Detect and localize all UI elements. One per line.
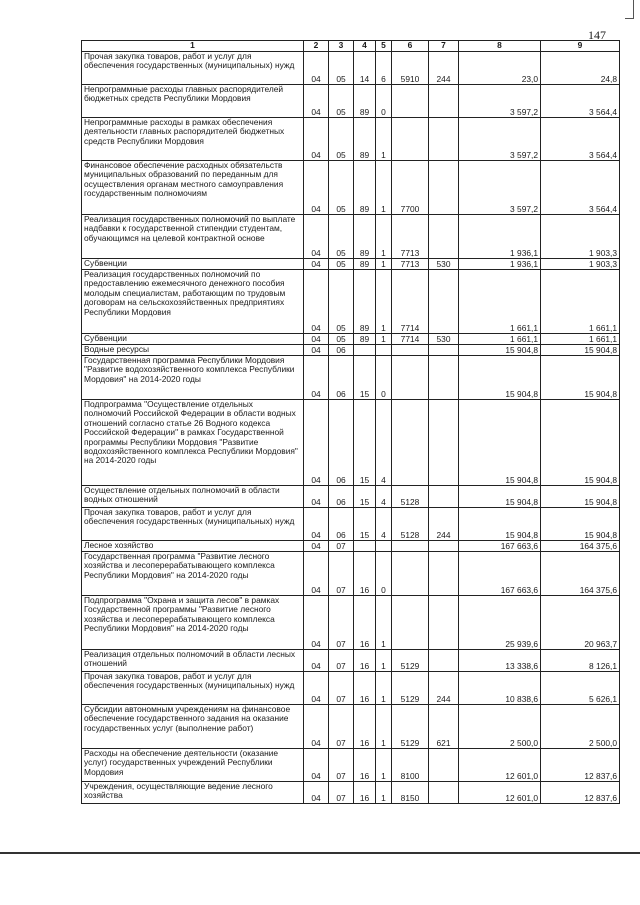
amount-2017-cell: 1 903,3 bbox=[541, 259, 620, 270]
amount-2017-cell: 12 837,6 bbox=[541, 749, 620, 782]
amount-2016-cell: 3 597,2 bbox=[459, 85, 541, 118]
amount-2017-cell: 15 904,8 bbox=[541, 345, 620, 356]
section-cell: 04 bbox=[304, 486, 329, 508]
amount-2016-cell: 25 939,6 bbox=[459, 596, 541, 650]
target-cell bbox=[392, 118, 429, 161]
section-cell: 04 bbox=[304, 356, 329, 400]
expense-type-cell bbox=[429, 541, 459, 552]
name-cell: Расходы на обеспечение деятельности (оказание услуг) государственных учреждений Республики Мордовия bbox=[82, 749, 304, 782]
header-cell: 2 bbox=[304, 41, 329, 52]
header-cell: 4 bbox=[354, 41, 376, 52]
table-row bbox=[82, 486, 620, 508]
subsection-cell: 05 bbox=[329, 215, 354, 259]
table-row bbox=[82, 705, 620, 749]
subprogram-cell: 1 bbox=[376, 782, 392, 804]
target-cell bbox=[392, 85, 429, 118]
target-cell: 8100 bbox=[392, 749, 429, 782]
amount-2016-cell: 10 838,6 bbox=[459, 672, 541, 705]
expense-type-cell: 244 bbox=[429, 508, 459, 541]
subprogram-cell: 4 bbox=[376, 508, 392, 541]
name-cell: Реализация государственных полномочий по выплате надбавки к государственной стипендии студентам, обучающимся на целевой контрактной основе bbox=[82, 215, 304, 259]
program-cell: 16 bbox=[354, 650, 376, 672]
expense-type-cell bbox=[429, 596, 459, 650]
amount-2016-cell: 13 338,6 bbox=[459, 650, 541, 672]
subprogram-cell: 4 bbox=[376, 400, 392, 486]
name-cell: Прочая закупка товаров, работ и услуг для обеспечения государственных (муниципальных) нужд bbox=[82, 52, 304, 85]
subprogram-cell: 0 bbox=[376, 85, 392, 118]
target-cell: 5129 bbox=[392, 672, 429, 705]
subsection-cell: 06 bbox=[329, 486, 354, 508]
section-cell: 04 bbox=[304, 215, 329, 259]
program-cell: 14 bbox=[354, 52, 376, 85]
program-cell: 89 bbox=[354, 85, 376, 118]
page-number: 147 bbox=[588, 28, 606, 42]
section-cell: 04 bbox=[304, 52, 329, 85]
table-row bbox=[82, 650, 620, 672]
header-cell: 9 bbox=[541, 41, 620, 52]
section-cell: 04 bbox=[304, 161, 329, 215]
expense-type-cell bbox=[429, 650, 459, 672]
amount-2016-cell: 3 597,2 bbox=[459, 118, 541, 161]
subsection-cell: 06 bbox=[329, 400, 354, 486]
amount-2016-cell: 12 601,0 bbox=[459, 782, 541, 804]
subprogram-cell: 4 bbox=[376, 486, 392, 508]
expense-type-cell: 530 bbox=[429, 259, 459, 270]
target-cell bbox=[392, 356, 429, 400]
table-body bbox=[82, 52, 620, 804]
subprogram-cell: 1 bbox=[376, 161, 392, 215]
amount-2016-cell: 1 936,1 bbox=[459, 215, 541, 259]
program-cell: 15 bbox=[354, 486, 376, 508]
amount-2017-cell: 2 500,0 bbox=[541, 705, 620, 749]
expense-type-cell: 244 bbox=[429, 52, 459, 85]
name-cell: Непрограммные расходы в рамках обеспечения деятельности главных распорядителей бюджетных средств Республики Мордовия bbox=[82, 118, 304, 161]
name-cell: Осуществление отдельных полномочий в области водных отношений bbox=[82, 486, 304, 508]
section-cell: 04 bbox=[304, 749, 329, 782]
amount-2016-cell: 1 936,1 bbox=[459, 259, 541, 270]
table-row bbox=[82, 345, 620, 356]
amount-2017-cell: 1 903,3 bbox=[541, 215, 620, 259]
amount-2017-cell: 8 126,1 bbox=[541, 650, 620, 672]
table-row bbox=[82, 161, 620, 215]
section-cell: 04 bbox=[304, 118, 329, 161]
subsection-cell: 07 bbox=[329, 782, 354, 804]
name-cell: Учреждения, осуществляющие ведение лесного хозяйства bbox=[82, 782, 304, 804]
amount-2016-cell: 3 597,2 bbox=[459, 161, 541, 215]
target-cell bbox=[392, 400, 429, 486]
subprogram-cell: 1 bbox=[376, 215, 392, 259]
name-cell: Государственная программа Республики Мордовия "Развитие водохозяйственного комплекса Республики Мордовия" на 2014-2020 годы bbox=[82, 356, 304, 400]
section-cell: 04 bbox=[304, 596, 329, 650]
program-cell: 89 bbox=[354, 161, 376, 215]
expense-type-cell bbox=[429, 161, 459, 215]
program-cell: 89 bbox=[354, 270, 376, 334]
program-cell: 15 bbox=[354, 508, 376, 541]
subsection-cell: 07 bbox=[329, 596, 354, 650]
amount-2017-cell: 15 904,8 bbox=[541, 400, 620, 486]
budget-table bbox=[81, 40, 620, 804]
program-cell: 89 bbox=[354, 118, 376, 161]
subsection-cell: 07 bbox=[329, 672, 354, 705]
subprogram-cell: 1 bbox=[376, 672, 392, 705]
table-row bbox=[82, 552, 620, 596]
section-cell: 04 bbox=[304, 705, 329, 749]
target-cell bbox=[392, 552, 429, 596]
subprogram-cell: 1 bbox=[376, 334, 392, 345]
expense-type-cell bbox=[429, 270, 459, 334]
section-cell: 04 bbox=[304, 782, 329, 804]
program-cell: 89 bbox=[354, 334, 376, 345]
section-cell: 04 bbox=[304, 672, 329, 705]
target-cell: 7713 bbox=[392, 259, 429, 270]
program-cell: 89 bbox=[354, 259, 376, 270]
amount-2017-cell: 5 626,1 bbox=[541, 672, 620, 705]
target-cell bbox=[392, 596, 429, 650]
amount-2017-cell: 15 904,8 bbox=[541, 356, 620, 400]
amount-2016-cell: 12 601,0 bbox=[459, 749, 541, 782]
amount-2017-cell: 15 904,8 bbox=[541, 486, 620, 508]
expense-type-cell bbox=[429, 215, 459, 259]
target-cell: 5128 bbox=[392, 508, 429, 541]
subprogram-cell: 1 bbox=[376, 650, 392, 672]
amount-2017-cell: 3 564,4 bbox=[541, 85, 620, 118]
section-cell: 04 bbox=[304, 270, 329, 334]
amount-2016-cell: 2 500,0 bbox=[459, 705, 541, 749]
table-row bbox=[82, 118, 620, 161]
name-cell: Государственная программа "Развитие лесного хозяйства и лесоперерабатывающего комплекса Республики Мордовия" на 2014-2020 годы bbox=[82, 552, 304, 596]
name-cell: Реализация государственных полномочий по предоставлению ежемесячного денежного пособия молодым специалистам, работающим по трудовым договорам на сельскохозяйственных предприятиях Республики Мордовия bbox=[82, 270, 304, 334]
table-row bbox=[82, 596, 620, 650]
header-cell: 1 bbox=[82, 41, 304, 52]
amount-2017-cell: 15 904,8 bbox=[541, 508, 620, 541]
section-cell: 04 bbox=[304, 259, 329, 270]
header-cell: 8 bbox=[459, 41, 541, 52]
amount-2017-cell: 24,8 bbox=[541, 52, 620, 85]
table-row bbox=[82, 672, 620, 705]
target-cell: 7700 bbox=[392, 161, 429, 215]
subsection-cell: 05 bbox=[329, 334, 354, 345]
subsection-cell: 05 bbox=[329, 118, 354, 161]
subsection-cell: 05 bbox=[329, 270, 354, 334]
amount-2017-cell: 3 564,4 bbox=[541, 161, 620, 215]
amount-2016-cell: 167 663,6 bbox=[459, 541, 541, 552]
expense-type-cell bbox=[429, 400, 459, 486]
subsection-cell: 06 bbox=[329, 356, 354, 400]
program-cell: 16 bbox=[354, 672, 376, 705]
amount-2016-cell: 23,0 bbox=[459, 52, 541, 85]
target-cell: 5129 bbox=[392, 650, 429, 672]
subprogram-cell: 0 bbox=[376, 356, 392, 400]
subsection-cell: 07 bbox=[329, 705, 354, 749]
amount-2017-cell: 1 661,1 bbox=[541, 334, 620, 345]
target-cell: 7713 bbox=[392, 215, 429, 259]
program-cell: 16 bbox=[354, 782, 376, 804]
table-row bbox=[82, 85, 620, 118]
expense-type-cell bbox=[429, 356, 459, 400]
name-cell: Подпрограмма "Охрана и защита лесов" в рамках Государственной программы "Развитие лесного хозяйства и лесоперерабатывающего комплекса Республики Мордовия" на 2014-2020 годы bbox=[82, 596, 304, 650]
table-row bbox=[82, 508, 620, 541]
table-row bbox=[82, 749, 620, 782]
target-cell: 5910 bbox=[392, 52, 429, 85]
program-cell: 16 bbox=[354, 705, 376, 749]
subprogram-cell bbox=[376, 541, 392, 552]
target-cell: 5129 bbox=[392, 705, 429, 749]
target-cell bbox=[392, 541, 429, 552]
expense-type-cell: 244 bbox=[429, 672, 459, 705]
table-row bbox=[82, 541, 620, 552]
subprogram-cell: 1 bbox=[376, 118, 392, 161]
amount-2017-cell: 20 963,7 bbox=[541, 596, 620, 650]
expense-type-cell: 530 bbox=[429, 334, 459, 345]
section-cell: 04 bbox=[304, 85, 329, 118]
section-cell: 04 bbox=[304, 541, 329, 552]
table-row bbox=[82, 215, 620, 259]
amount-2016-cell: 1 661,1 bbox=[459, 334, 541, 345]
subsection-cell: 07 bbox=[329, 541, 354, 552]
amount-2016-cell: 15 904,8 bbox=[459, 356, 541, 400]
table-row bbox=[82, 400, 620, 486]
target-cell: 7714 bbox=[392, 270, 429, 334]
subsection-cell: 05 bbox=[329, 259, 354, 270]
subsection-cell: 05 bbox=[329, 85, 354, 118]
section-cell: 04 bbox=[304, 400, 329, 486]
subprogram-cell: 1 bbox=[376, 705, 392, 749]
header-cell: 5 bbox=[376, 41, 392, 52]
name-cell: Субвенции bbox=[82, 334, 304, 345]
expense-type-cell bbox=[429, 486, 459, 508]
amount-2016-cell: 15 904,8 bbox=[459, 486, 541, 508]
section-cell: 04 bbox=[304, 345, 329, 356]
name-cell: Субсидии автономным учреждениям на финансовое обеспечение государственного задания на оказание государственных услуг (выполнение работ) bbox=[82, 705, 304, 749]
table-row bbox=[82, 52, 620, 85]
target-cell: 7714 bbox=[392, 334, 429, 345]
expense-type-cell bbox=[429, 749, 459, 782]
table-row bbox=[82, 270, 620, 334]
program-cell: 89 bbox=[354, 215, 376, 259]
program-cell: 16 bbox=[354, 749, 376, 782]
name-cell: Непрограммные расходы главных распорядителей бюджетных средств Республики Мордовия bbox=[82, 85, 304, 118]
name-cell: Реализация отдельных полномочий в области лесных отношений bbox=[82, 650, 304, 672]
amount-2016-cell: 167 663,6 bbox=[459, 552, 541, 596]
target-cell: 8150 bbox=[392, 782, 429, 804]
name-cell: Подпрограмма "Осуществление отдельных полномочий Российской Федерации в области водных отношений согласно статье 26 Водного кодекса Российской Федерации" в рамках Государственной программы Республики Мордовия "Развитие водохозяйственного комплекса Республики Мордовия" на 2014-2020 годы bbox=[82, 400, 304, 486]
program-cell: 15 bbox=[354, 400, 376, 486]
header-cell: 6 bbox=[392, 41, 429, 52]
subprogram-cell: 1 bbox=[376, 749, 392, 782]
name-cell: Субвенции bbox=[82, 259, 304, 270]
subprogram-cell: 0 bbox=[376, 552, 392, 596]
amount-2017-cell: 164 375,6 bbox=[541, 552, 620, 596]
table-row bbox=[82, 782, 620, 804]
name-cell: Прочая закупка товаров, работ и услуг для обеспечения государственных (муниципальных) нужд bbox=[82, 672, 304, 705]
table-row bbox=[82, 334, 620, 345]
name-cell: Лесное хозяйство bbox=[82, 541, 304, 552]
name-cell: Финансовое обеспечение расходных обязательств муниципальных образований по переданным для осуществления органам местного самоуправления государственным полномочиям bbox=[82, 161, 304, 215]
section-cell: 04 bbox=[304, 508, 329, 541]
subsection-cell: 06 bbox=[329, 508, 354, 541]
subprogram-cell: 1 bbox=[376, 259, 392, 270]
amount-2016-cell: 15 904,8 bbox=[459, 400, 541, 486]
program-cell: 15 bbox=[354, 356, 376, 400]
corner-bracket-mark bbox=[625, 0, 634, 19]
section-cell: 04 bbox=[304, 334, 329, 345]
section-cell: 04 bbox=[304, 552, 329, 596]
expense-type-cell bbox=[429, 345, 459, 356]
program-cell: 16 bbox=[354, 596, 376, 650]
subsection-cell: 06 bbox=[329, 345, 354, 356]
amount-2016-cell: 15 904,8 bbox=[459, 345, 541, 356]
expense-type-cell bbox=[429, 85, 459, 118]
name-cell: Водные ресурсы bbox=[82, 345, 304, 356]
subprogram-cell: 1 bbox=[376, 596, 392, 650]
subsection-cell: 07 bbox=[329, 650, 354, 672]
expense-type-cell bbox=[429, 118, 459, 161]
amount-2016-cell: 15 904,8 bbox=[459, 508, 541, 541]
subsection-cell: 07 bbox=[329, 749, 354, 782]
subsection-cell: 05 bbox=[329, 161, 354, 215]
amount-2017-cell: 1 661,1 bbox=[541, 270, 620, 334]
expense-type-cell bbox=[429, 552, 459, 596]
subsection-cell: 05 bbox=[329, 52, 354, 85]
subsection-cell: 07 bbox=[329, 552, 354, 596]
table-row bbox=[82, 356, 620, 400]
program-cell bbox=[354, 345, 376, 356]
expense-type-cell bbox=[429, 782, 459, 804]
subprogram-cell: 6 bbox=[376, 52, 392, 85]
header-cell: 7 bbox=[429, 41, 459, 52]
bottom-divider bbox=[0, 852, 640, 854]
subprogram-cell: 1 bbox=[376, 270, 392, 334]
target-cell bbox=[392, 345, 429, 356]
table-header-row bbox=[82, 41, 620, 52]
table-row bbox=[82, 259, 620, 270]
section-cell: 04 bbox=[304, 650, 329, 672]
program-cell: 16 bbox=[354, 552, 376, 596]
amount-2017-cell: 164 375,6 bbox=[541, 541, 620, 552]
program-cell bbox=[354, 541, 376, 552]
amount-2017-cell: 12 837,6 bbox=[541, 782, 620, 804]
expense-type-cell: 621 bbox=[429, 705, 459, 749]
target-cell: 5128 bbox=[392, 486, 429, 508]
amount-2016-cell: 1 661,1 bbox=[459, 270, 541, 334]
subprogram-cell bbox=[376, 345, 392, 356]
name-cell: Прочая закупка товаров, работ и услуг для обеспечения государственных (муниципальных) нужд bbox=[82, 508, 304, 541]
header-cell: 3 bbox=[329, 41, 354, 52]
amount-2017-cell: 3 564,4 bbox=[541, 118, 620, 161]
